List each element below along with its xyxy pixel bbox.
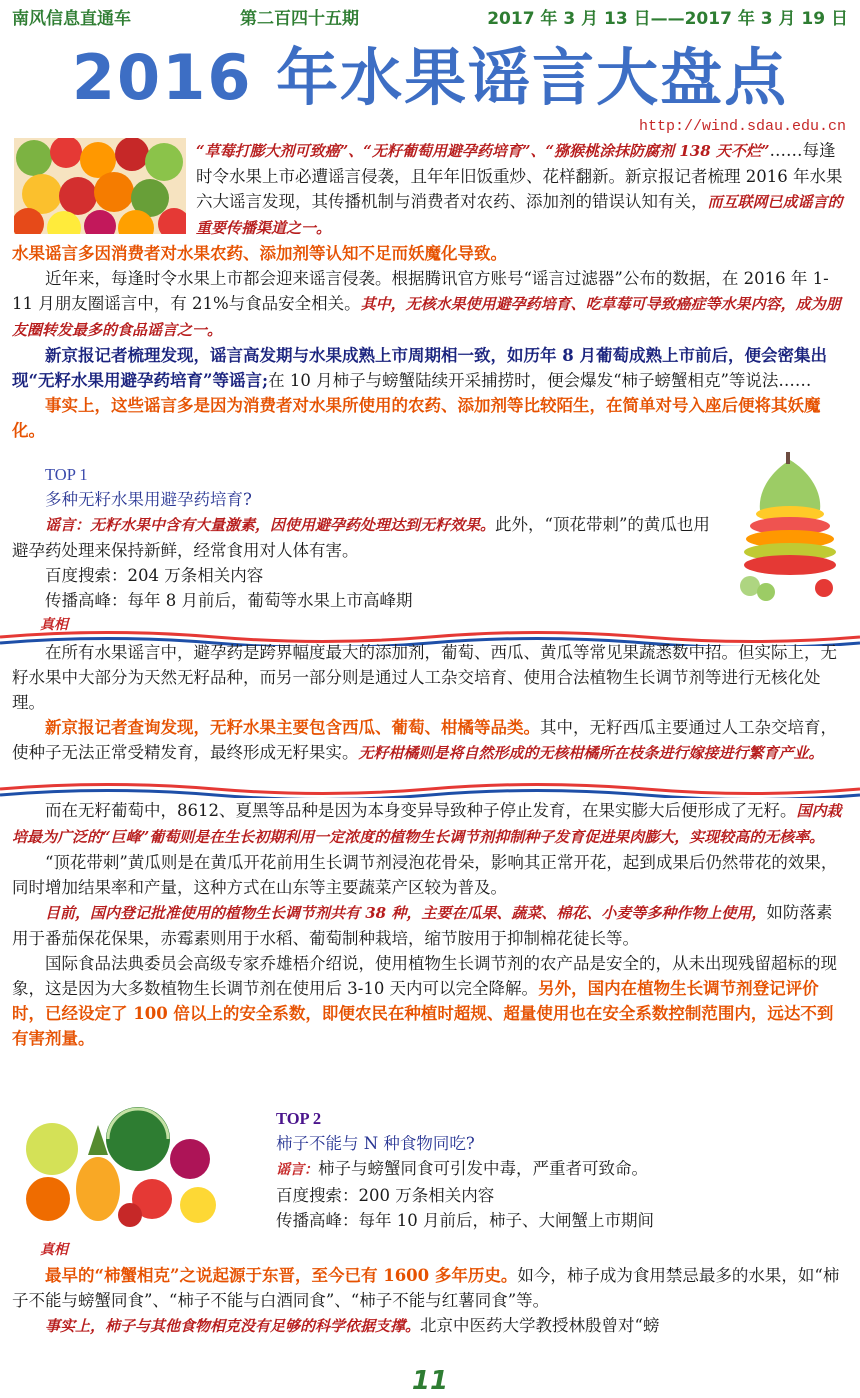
page-header [12, 4, 848, 30]
stacked-fruit-image [730, 452, 850, 602]
intro-paragraph [12, 138, 848, 241]
truth1-p5 [12, 900, 848, 951]
top2-rumor [276, 1156, 846, 1183]
page-number: 11 [411, 1366, 449, 1396]
source-url[interactable]: http://wind.sdau.edu.cn [638, 118, 846, 135]
subhead: 水果谣言多因消费者对水果农药、添加剂等认知不足而妖魔化导致。 [12, 244, 507, 263]
intro-tail: 而互联网已成谣言的重要传播渠道之一。 [196, 193, 843, 237]
para-2-text: 在 10 月柿子与螃蟹陆续开采捕捞时，便会爆发“柿子螃蟹相克”等说法…… [268, 371, 812, 390]
date-range: 2017 年 3 月 13 日——2017 年 3 月 19 日 [487, 9, 848, 29]
truth1-p6 [12, 951, 848, 1051]
truth1-p6-text: 国际食品法典委员会高级专家乔雄梧介绍说，使用植物生长调节剂的农产品是安全的，从未出现残留超标的现象，这是因为大多数植物生长调节剂在使用后 3-10 天内可以完全降解。 [12, 954, 837, 998]
top1-label: TOP 1 [45, 465, 88, 484]
para-1-text: 近年来，每逢时令水果上市都会迎来谣言侵袭。根据腾讯官方账号“谣言过滤器”公布的数据，在 2016 年 1-11 月朋友圈谣言中，有 21%与食品安全相关。 [12, 269, 829, 313]
top2-baidu: 百度搜索：200 万条相关内容 [276, 1186, 495, 1205]
truth2-p2-red: 事实上，柿子与其他食物相克没有足够的科学依据支撑。 [45, 1317, 421, 1335]
truth1-block-2 [12, 798, 848, 1051]
newsletter-name: 南风信息直通车 [12, 9, 131, 29]
intro-block [12, 138, 848, 443]
truth1-p6-orange: 另外，国内在植物生长调节剂登记评价时，已经设定了 100 倍以上的安全系数，即便农民在种植时超规、超量使用也在安全系数控制范围内，远达不到有害剂量。 [12, 979, 834, 1048]
top1-rumor-red: 谣言：无籽水果中含有大量激素，因使用避孕药处理达到无籽效果。 [45, 516, 496, 534]
tropical-fruit-image [12, 1105, 224, 1229]
top1-rumor [12, 512, 712, 563]
truth1-p2-orange: 新京报记者查询发现，无籽水果主要包含西瓜、葡萄、柑橘等品类。 [45, 718, 540, 737]
para-1 [12, 266, 848, 343]
truth1-p2-text: 其中，无籽西瓜主要通过人工杂交培育，使种子无法正常受精发育，最终形成无籽果实。 [12, 718, 837, 762]
truth1-p2 [12, 715, 848, 766]
top2-peak: 传播高峰：每年 10 月前后，柿子、大闸蟹上市期间 [276, 1211, 654, 1230]
top2-question: 柿子不能与 N 种食物同吃? [276, 1134, 475, 1153]
truth2-p1 [12, 1263, 848, 1313]
truth1-p5-text: 如防落素用于番茄保花保果，赤霉素则用于水稻、葡萄制种栽培，缩节胺用于抑制棉花徒长等。 [12, 903, 833, 948]
page-title: 2016 年水果谣言大盘点 [71, 41, 789, 114]
para-1-red: 其中，无核水果使用避孕药培育、吃草莓可导致癌症等水果内容，成为朋友圈转发最多的食品谣言之一。 [12, 295, 841, 339]
para-3: 事实上，这些谣言多是因为消费者对水果所使用的农药、添加剂等比较陌生，在简单对号入座后便将其妖魔化。 [12, 396, 821, 440]
truth2-p1-text: 如今，柿子成为食用禁忌最多的水果，如“柿子不能与螃蟹同食”、“柿子不能与白酒同食”、“柿子不能与红薯同食”等。 [12, 1266, 840, 1310]
top2-block [276, 1106, 846, 1233]
para-2 [12, 343, 848, 393]
truth1-p2-red: 无籽柑橘则是将自然形成的无核柑橘所在枝条进行嫁接进行繁育产业。 [358, 744, 824, 762]
top2-rumor-label: 谣言： [276, 1162, 318, 1178]
top2-rumor-text: 柿子与螃蟹同食可引发中毒，严重者可致命。 [318, 1159, 648, 1178]
top1-peak: 传播高峰：每年 8 月前后，葡萄等水果上市高峰期 [45, 591, 413, 610]
truth1-p3-red: 国内栽培最为广泛的“巨峰”葡萄则是在生长初期利用一定浓度的植物生长调节剂抑制种子发育促进果肉膨大，实现较高的无核率。 [12, 802, 842, 846]
top1-rumor-text: 此外，“顶花带刺”的黄瓜也用避孕药处理来保持新鲜，经常食用对人体有害。 [12, 515, 710, 560]
top2-truth-label: 真相 [40, 1242, 68, 1258]
issue-number: 第二百四十五期 [240, 9, 359, 29]
truth2-p2 [12, 1313, 848, 1339]
top1-baidu: 百度搜索：204 万条相关内容 [45, 566, 264, 585]
decorative-ribbon-bottom [0, 780, 860, 798]
truth2-p2-text: 北京中医药大学教授林殷曾对“螃 [420, 1316, 660, 1335]
intro-body: ……每逢时令水果上市必遭谣言侵袭，且年年旧饭重炒、花样翻新。新京报记者梳理 2016 年水果六大谣言发现，其传播机制与消费者对农药、添加剂的错误认知有关， [196, 141, 843, 211]
truth1-p1: 在所有水果谣言中，避孕药是跨界幅度最大的添加剂，葡萄、西瓜、黄瓜等常见果蔬悉数中招。但实际上，无籽水果中大部分为天然无籽品种，而另一部分则是通过人工杂交培育、使用合法植物生长调节剂等进行无核化处理。 [12, 643, 837, 712]
top1-block [12, 462, 712, 638]
truth1-p4: “顶花带刺”黄瓜则是在黄瓜开花前用生长调节剂浸泡花骨朵，影响其正常开花，起到成果后仍然带花的效果，同时增加结果率和产量，这种方式在山东等主要蔬菜产区较为普及。 [12, 853, 838, 897]
truth1-p5-red: 目前，国内登记批准使用的植物生长调节剂共有 38 种，主要在瓜果、蔬菜、棉花、小麦等多种作物上使用， [45, 904, 767, 922]
truth1-block [12, 640, 848, 766]
top2-label: TOP 2 [276, 1109, 322, 1128]
top1-question: 多种无籽水果用避孕药培育? [45, 490, 252, 509]
truth1-p3 [12, 798, 848, 850]
truth2-block [12, 1238, 848, 1339]
truth1-p3-text: 而在无籽葡萄中，8612、夏黑等品种是因为本身变异导致种子停止发育，在果实膨大后便形成了无籽。 [45, 801, 797, 820]
truth2-p1-orange: 最早的“柿蟹相克”之说起源于东晋，至今已有 1600 多年历史。 [45, 1266, 518, 1285]
intro-lead: “草莓打膨大剂可致癌”、“无籽葡萄用避孕药培育”、“猕猴桃涂抹防腐剂 138 天不烂” [196, 142, 770, 160]
top1-truth-label: 真相 [40, 617, 68, 633]
para-2-blue: 新京报记者梳理发现，谣言高发期与水果成熟上市周期相一致，如历年 8 月葡萄成熟上市前后，便会密集出现“无籽水果用避孕药培育”等谣言; [12, 346, 827, 390]
